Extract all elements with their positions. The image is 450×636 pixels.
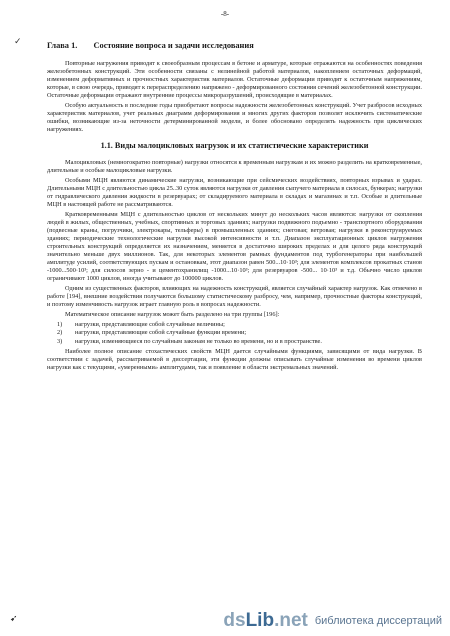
brand-ds: ds: [223, 610, 246, 631]
section-title: Виды малоцикловых нагрузок и их статистические характеристики: [114, 141, 369, 151]
paragraph: Одним из существенных факторов, влияющих на надежность конструкций, является случайный характер нагрузок. Как отмечено в работе [194], внешние воздействия получаются большому статистическому разбросу, чем, например, прочностные факторы конструкций, и поэтому изменчивость нагрузок играет главную роль в вопросах надежности.: [47, 285, 422, 309]
list-item-index: 1): [57, 321, 63, 329]
paragraph: Математическое описание нагрузок может быть разделено на три группы [196]:: [65, 311, 280, 319]
list-item-index: 3): [57, 337, 63, 345]
watermark-subtitle: библиотека диссертаций: [314, 615, 442, 627]
watermark-brand: [223, 610, 307, 632]
paragraph: Особую актуальность в последние годы приобретают вопросы надежности железобетонных конструкций. Учет разбросов исходных характеристик материалов, учет реальных диаграмм деформирования и многих других факторов позволят исключить систематические ошибки, возникающие из-за неточности детерминированной модели, и более обосновано определять надежность при циклических нагружениях.: [47, 102, 422, 134]
list-item-index: 2): [57, 329, 63, 337]
chapter-number: Глава 1.: [47, 41, 78, 50]
list-item: [47, 329, 422, 337]
section-number: 1.1.: [100, 141, 113, 151]
paragraph: Повторные нагружения приводят к своеобразным процессам в бетоне и арматуре, которые отражаются на особенностях поведения железобетонных конструкций. Эти особенности связаны с нелинейной работой материалов, накоплением остаточных деформаций, изменением деформативных и прочностных характеристик материалов. Остаточные деформации приводят к остаточным напряжениям, которые, в свою очередь, приводят к перераспределению напряжено - деформированного состояния сечений железобетонной конструкции. Остаточные деформации отражают внутренние процессы микроразрушений, происходящие в материалах.: [47, 60, 422, 100]
margin-arrow-mark: ✓: [14, 36, 22, 46]
load-types-list: [47, 321, 422, 345]
chapter-heading: [47, 42, 422, 50]
paragraph: Малоцикловых (немногократно повторные) нагрузки относятся к временным нагрузкам и их можно разделить на кратковременные, длительные и особые малоцикловые нагрузки.: [47, 158, 422, 174]
section-heading: [47, 142, 422, 150]
list-item-text: нагрузки, изменяющиеся по случайным законам не только во времени, но и в пространстве.: [75, 337, 322, 345]
paragraph: Кратковременными МЦН с длительностью циклов от нескольких минут до нескольких часов являются: нагрузки от скопления людей в жилых, общественных, учебных, спортивных и торговых зданиях; нагрузки подвижного подъемно - транспортного оборудования (подвесные краны, погрузчики, электрокары, тельферы) в промышленных зданиях; снеговая; ветровая; нагрузки в реконструируемых зданиях; периодические технологические нагрузки высокой интенсивности и т.п. Диапазон эксплуатационных циклов нагружения строительных конструкций определяется их назначением, меняется в достаточно широких пределах и для целого ряда конструкций значительно меньше двух миллионов. Так, для некоторых элементов рамных фундаментов под турбогенераторы при наибольшей амплитуде усилий, соответствующих пускам и остановкам, этот диапазон равен 500...10·10³; для элементов комплексов прокатных станов -1000...500·10³; для силосов зерно - и цементохранилищ -1000...10·10³; для резервуаров -500... 10·10³ и т.д. Обычно число циклов ограничивают 1000 циклов, иногда учитывают до 100000 циклов.: [47, 210, 422, 283]
paragraph: Особыми МЦН являются динамические нагрузки, возникающие при сейсмических воздействиях, повторных взрывах и ударах. Длительными МЦН с длительностью цикла 25..30 суток являются нагрузки от давления сыпучего материала в силосах, бункерах; нагрузки от гидравлического давления жидкости в резервуарах; от складируемого материала в складах и магазинах и т.п. Особые и длительные МЦН в настоящей работе не рассматриваются.: [47, 176, 422, 208]
brand-tld: .net: [274, 610, 308, 631]
chapter-title: Состояние вопроса и задачи исследования: [93, 41, 254, 50]
list-item-text: нагрузки, представляющие собой случайные функции времени;: [75, 329, 247, 337]
list-item-text: нагрузки, представляющие собой случайные величины;: [75, 321, 225, 329]
list-item: [47, 338, 422, 346]
page-number: -8-: [220, 10, 230, 18]
paragraph: Наиболее полное описание стохастических свойств МЦН дается случайными функциями, зависящими от вида нагрузки. В соответствии с задачей, рассматриваемой в диссертации, эти функции должны описывать случайные изменения во времени циклов нагрузки как с текущими, «умеренными» амплитудами, так и появление в области экстремальных значений.: [47, 347, 422, 371]
watermark-logo: [223, 610, 442, 632]
brand-lib: Lib: [245, 610, 275, 631]
margin-arrow-mark: ➹: [10, 613, 18, 623]
list-item: [47, 321, 422, 329]
document-body: [47, 42, 422, 374]
